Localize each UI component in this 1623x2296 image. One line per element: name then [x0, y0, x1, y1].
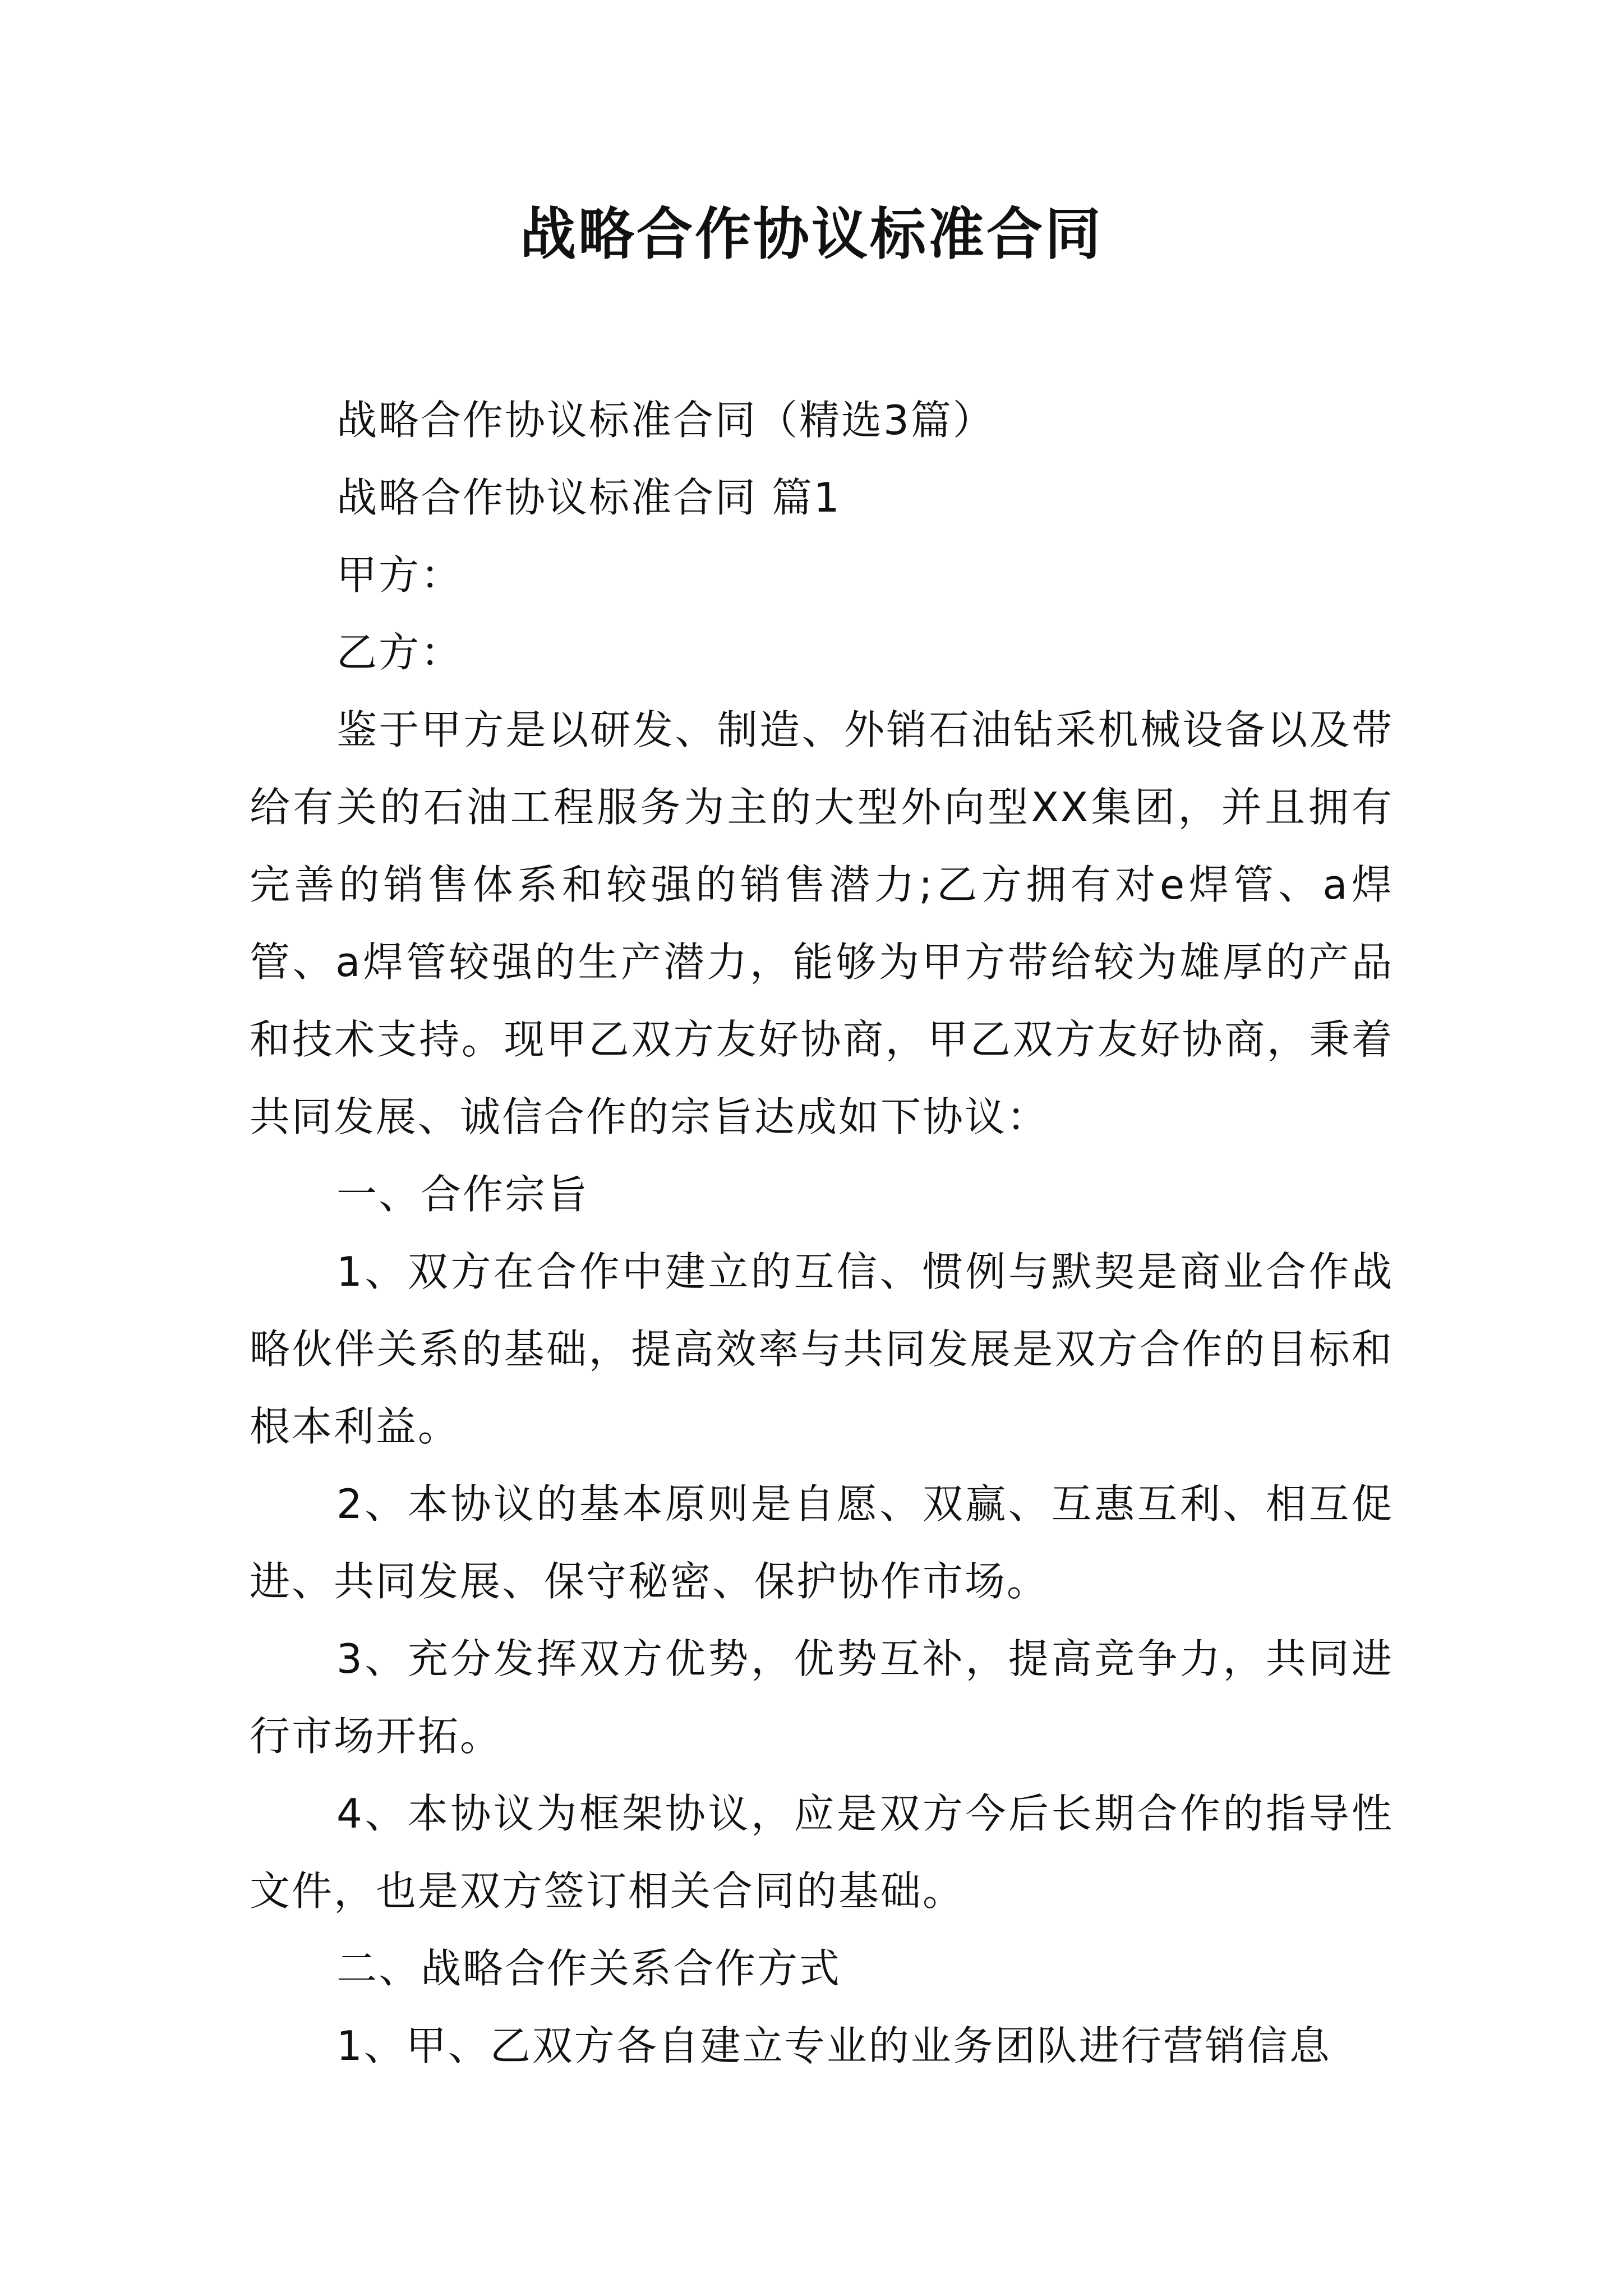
clause-paragraph: 1、双方在合作中建立的互信、惯例与默契是商业合作战略伙伴关系的基础，提高效率与共同发展是双方合作的目标和根本利益。: [250, 1248, 1394, 1450]
party-a-line: 甲方：: [336, 551, 463, 599]
clause-paragraph: 2、本协议的基本原则是自愿、双赢、互惠互利、相互促进、共同发展、保守秘密、保护协作市场。: [250, 1480, 1394, 1605]
clause-paragraph: 3、充分发挥双方优势，优势互补，提高竞争力，共同进行市场开拓。: [250, 1635, 1394, 1760]
clause-paragraph: 1、甲、乙双方各自建立专业的业务团队进行营销信息: [336, 2022, 1331, 2069]
clause-heading: 一、合作宗旨: [336, 1171, 589, 1218]
party-b-line: 乙方：: [336, 629, 463, 676]
clause-heading: 二、战略合作关系合作方式: [336, 1945, 842, 1992]
document-body: [250, 381, 1394, 2085]
subtitle-paragraph: 战略合作协议标准合同（精选3篇）: [336, 397, 995, 444]
clause-paragraph: 4、本协议为框架协议，应是双方今后长期合作的指导性文件，也是双方签订相关合同的基础。: [250, 1790, 1394, 1915]
section-heading: 战略合作协议标准合同 篇1: [336, 474, 841, 521]
preamble-paragraph: 鉴于甲方是以研发、制造、外销石油钻采机械设备以及带给有关的石油工程服务为主的大型外向型XX集团，并且拥有完善的销售体系和较强的销售潜力;乙方拥有对e焊管、a焊管、a焊管较强的生产潜力，能够为甲方带给较为雄厚的产品和技术支持。现甲乙双方友好协商，甲乙双方友好协商，秉着共同发展、诚信合作的宗旨达成如下协议：: [250, 706, 1394, 1140]
document-title: 战略合作协议标准合同: [520, 201, 1103, 267]
